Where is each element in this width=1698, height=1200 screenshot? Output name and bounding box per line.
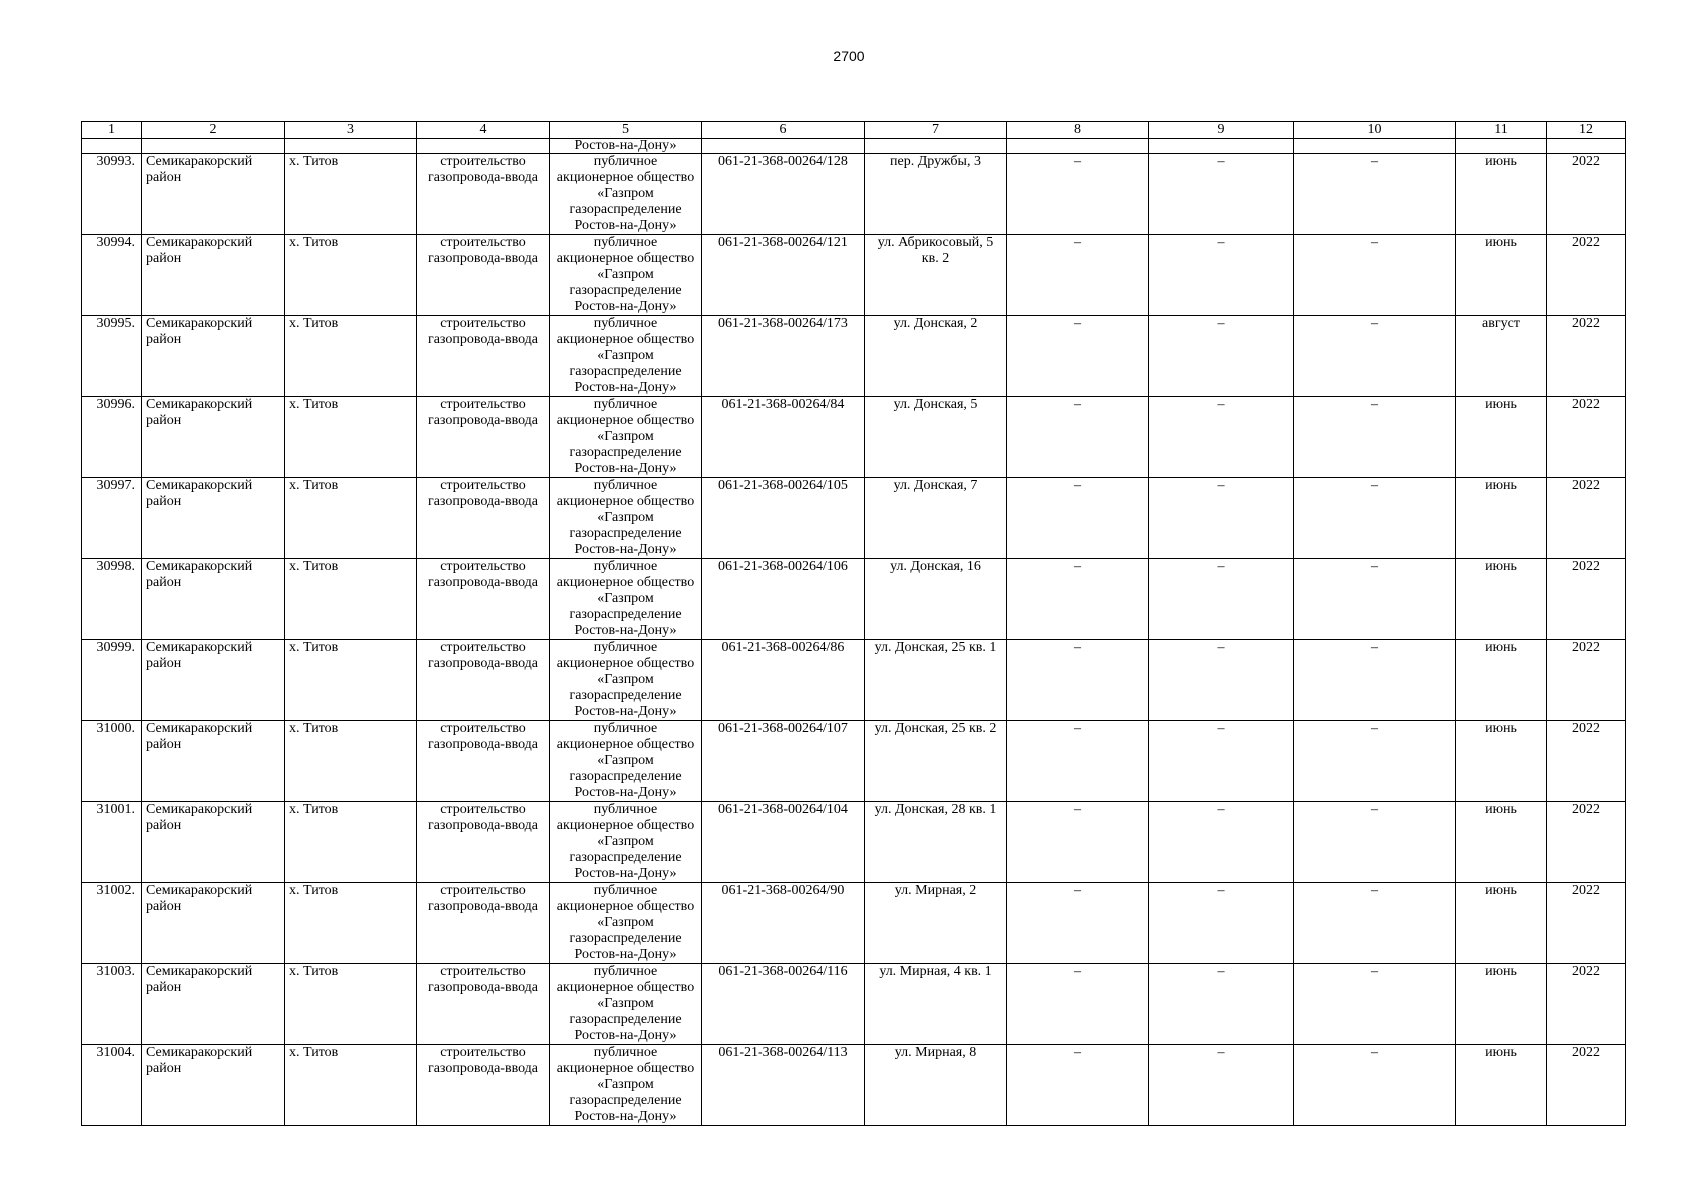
registration-code-cell: 061-21-368-00264/173 bbox=[702, 316, 865, 397]
address-cell: ул. Мирная, 2 bbox=[865, 883, 1007, 964]
address-cell: ул. Донская, 2 bbox=[865, 316, 1007, 397]
registry-table bbox=[81, 121, 1626, 1126]
table-row bbox=[82, 397, 1626, 478]
record-number: 31004. bbox=[82, 1045, 142, 1126]
district-cell: Семикаракорский район bbox=[142, 883, 285, 964]
column-9-cell: – bbox=[1149, 883, 1294, 964]
settlement-cell: х. Титов bbox=[285, 964, 417, 1045]
column-10-cell: – bbox=[1294, 721, 1456, 802]
year-cell: 2022 bbox=[1547, 559, 1626, 640]
column-8-cell: – bbox=[1007, 802, 1149, 883]
address-cell: ул. Донская, 16 bbox=[865, 559, 1007, 640]
table-row bbox=[82, 640, 1626, 721]
year-cell: 2022 bbox=[1547, 883, 1626, 964]
table-row bbox=[82, 883, 1626, 964]
column-10-cell: – bbox=[1294, 154, 1456, 235]
table-row bbox=[82, 316, 1626, 397]
record-number: 31001. bbox=[82, 802, 142, 883]
work-type-cell: строительство газопровода-ввода bbox=[417, 397, 550, 478]
year-cell: 2022 bbox=[1547, 802, 1626, 883]
table-cell bbox=[1547, 139, 1626, 154]
district-cell: Семикаракорский район bbox=[142, 640, 285, 721]
registration-code-cell: 061-21-368-00264/105 bbox=[702, 478, 865, 559]
year-cell: 2022 bbox=[1547, 964, 1626, 1045]
district-cell: Семикаракорский район bbox=[142, 397, 285, 478]
organization-cell: публичное акционерное общество «Газпром газораспределение Ростов-на-Дону» bbox=[550, 802, 702, 883]
address-cell: ул. Донская, 7 bbox=[865, 478, 1007, 559]
registration-code-cell: 061-21-368-00264/128 bbox=[702, 154, 865, 235]
column-10-cell: – bbox=[1294, 964, 1456, 1045]
record-number: 30994. bbox=[82, 235, 142, 316]
table-cell bbox=[1456, 139, 1547, 154]
column-8-cell: – bbox=[1007, 235, 1149, 316]
column-header: 11 bbox=[1456, 122, 1547, 139]
registration-code-cell: 061-21-368-00264/104 bbox=[702, 802, 865, 883]
work-type-cell: строительство газопровода-ввода bbox=[417, 154, 550, 235]
column-10-cell: – bbox=[1294, 478, 1456, 559]
settlement-cell: х. Титов bbox=[285, 883, 417, 964]
column-9-cell: – bbox=[1149, 235, 1294, 316]
organization-cell: публичное акционерное общество «Газпром газораспределение Ростов-на-Дону» bbox=[550, 478, 702, 559]
table-row bbox=[82, 154, 1626, 235]
registration-code-cell: 061-21-368-00264/107 bbox=[702, 721, 865, 802]
record-number: 31003. bbox=[82, 964, 142, 1045]
organization-continuation: Ростов-на-Дону» bbox=[550, 139, 702, 154]
record-number: 30995. bbox=[82, 316, 142, 397]
column-9-cell: – bbox=[1149, 316, 1294, 397]
column-9-cell: – bbox=[1149, 964, 1294, 1045]
column-10-cell: – bbox=[1294, 802, 1456, 883]
column-header: 10 bbox=[1294, 122, 1456, 139]
table-cell bbox=[142, 139, 285, 154]
column-10-cell: – bbox=[1294, 235, 1456, 316]
district-cell: Семикаракорский район bbox=[142, 235, 285, 316]
organization-cell: публичное акционерное общество «Газпром газораспределение Ростов-на-Дону» bbox=[550, 1045, 702, 1126]
column-9-cell: – bbox=[1149, 721, 1294, 802]
work-type-cell: строительство газопровода-ввода bbox=[417, 235, 550, 316]
record-number: 30993. bbox=[82, 154, 142, 235]
column-9-cell: – bbox=[1149, 640, 1294, 721]
column-8-cell: – bbox=[1007, 721, 1149, 802]
settlement-cell: х. Титов bbox=[285, 316, 417, 397]
table-row bbox=[82, 964, 1626, 1045]
column-header: 6 bbox=[702, 122, 865, 139]
column-8-cell: – bbox=[1007, 1045, 1149, 1126]
year-cell: 2022 bbox=[1547, 1045, 1626, 1126]
page-number: 2700 bbox=[833, 48, 865, 64]
registration-code-cell: 061-21-368-00264/121 bbox=[702, 235, 865, 316]
table-cell bbox=[1294, 139, 1456, 154]
column-8-cell: – bbox=[1007, 397, 1149, 478]
organization-cell: публичное акционерное общество «Газпром газораспределение Ростов-на-Дону» bbox=[550, 316, 702, 397]
organization-cell: публичное акционерное общество «Газпром газораспределение Ростов-на-Дону» bbox=[550, 559, 702, 640]
table-cell bbox=[285, 139, 417, 154]
column-8-cell: – bbox=[1007, 640, 1149, 721]
settlement-cell: х. Титов bbox=[285, 802, 417, 883]
column-10-cell: – bbox=[1294, 883, 1456, 964]
column-header: 2 bbox=[142, 122, 285, 139]
column-8-cell: – bbox=[1007, 964, 1149, 1045]
year-cell: 2022 bbox=[1547, 397, 1626, 478]
column-10-cell: – bbox=[1294, 640, 1456, 721]
record-number: 31002. bbox=[82, 883, 142, 964]
month-cell: июнь bbox=[1456, 640, 1547, 721]
district-cell: Семикаракорский район bbox=[142, 721, 285, 802]
year-cell: 2022 bbox=[1547, 154, 1626, 235]
work-type-cell: строительство газопровода-ввода bbox=[417, 721, 550, 802]
district-cell: Семикаракорский район bbox=[142, 478, 285, 559]
month-cell: август bbox=[1456, 316, 1547, 397]
settlement-cell: х. Титов bbox=[285, 154, 417, 235]
column-8-cell: – bbox=[1007, 559, 1149, 640]
column-10-cell: – bbox=[1294, 316, 1456, 397]
address-cell: ул. Донская, 25 кв. 1 bbox=[865, 640, 1007, 721]
column-8-cell: – bbox=[1007, 154, 1149, 235]
address-cell: ул. Абрикосовый, 5 кв. 2 bbox=[865, 235, 1007, 316]
year-cell: 2022 bbox=[1547, 721, 1626, 802]
organization-cell: публичное акционерное общество «Газпром газораспределение Ростов-на-Дону» bbox=[550, 397, 702, 478]
address-cell: ул. Донская, 5 bbox=[865, 397, 1007, 478]
work-type-cell: строительство газопровода-ввода bbox=[417, 316, 550, 397]
work-type-cell: строительство газопровода-ввода bbox=[417, 1045, 550, 1126]
month-cell: июнь bbox=[1456, 721, 1547, 802]
settlement-cell: х. Титов bbox=[285, 559, 417, 640]
registration-code-cell: 061-21-368-00264/116 bbox=[702, 964, 865, 1045]
table-row bbox=[82, 802, 1626, 883]
district-cell: Семикаракорский район bbox=[142, 1045, 285, 1126]
organization-cell: публичное акционерное общество «Газпром газораспределение Ростов-на-Дону» bbox=[550, 964, 702, 1045]
column-9-cell: – bbox=[1149, 559, 1294, 640]
record-number: 30999. bbox=[82, 640, 142, 721]
column-number-header-row bbox=[82, 122, 1626, 139]
table-cell bbox=[865, 139, 1007, 154]
column-8-cell: – bbox=[1007, 883, 1149, 964]
table-cell bbox=[1007, 139, 1149, 154]
settlement-cell: х. Титов bbox=[285, 397, 417, 478]
organization-cell: публичное акционерное общество «Газпром газораспределение Ростов-на-Дону» bbox=[550, 154, 702, 235]
settlement-cell: х. Титов bbox=[285, 640, 417, 721]
registration-code-cell: 061-21-368-00264/106 bbox=[702, 559, 865, 640]
column-10-cell: – bbox=[1294, 397, 1456, 478]
settlement-cell: х. Титов bbox=[285, 721, 417, 802]
column-9-cell: – bbox=[1149, 802, 1294, 883]
registration-code-cell: 061-21-368-00264/86 bbox=[702, 640, 865, 721]
table-row bbox=[82, 721, 1626, 802]
organization-cell: публичное акционерное общество «Газпром газораспределение Ростов-на-Дону» bbox=[550, 721, 702, 802]
month-cell: июнь bbox=[1456, 964, 1547, 1045]
settlement-cell: х. Титов bbox=[285, 1045, 417, 1126]
work-type-cell: строительство газопровода-ввода bbox=[417, 478, 550, 559]
column-header: 1 bbox=[82, 122, 142, 139]
settlement-cell: х. Титов bbox=[285, 478, 417, 559]
table-row bbox=[82, 1045, 1626, 1126]
column-10-cell: – bbox=[1294, 1045, 1456, 1126]
district-cell: Семикаракорский район bbox=[142, 316, 285, 397]
month-cell: июнь bbox=[1456, 397, 1547, 478]
table-cell bbox=[82, 139, 142, 154]
column-9-cell: – bbox=[1149, 397, 1294, 478]
settlement-cell: х. Титов bbox=[285, 235, 417, 316]
table-row bbox=[82, 478, 1626, 559]
record-number: 30997. bbox=[82, 478, 142, 559]
column-header: 3 bbox=[285, 122, 417, 139]
year-cell: 2022 bbox=[1547, 640, 1626, 721]
table-cell bbox=[417, 139, 550, 154]
address-cell: ул. Донская, 28 кв. 1 bbox=[865, 802, 1007, 883]
address-cell: пер. Дружбы, 3 bbox=[865, 154, 1007, 235]
district-cell: Семикаракорский район bbox=[142, 154, 285, 235]
table-row bbox=[82, 559, 1626, 640]
district-cell: Семикаракорский район bbox=[142, 802, 285, 883]
column-header: 7 bbox=[865, 122, 1007, 139]
record-number: 30996. bbox=[82, 397, 142, 478]
column-header: 9 bbox=[1149, 122, 1294, 139]
address-cell: ул. Мирная, 8 bbox=[865, 1045, 1007, 1126]
district-cell: Семикаракорский район bbox=[142, 964, 285, 1045]
table-row bbox=[82, 235, 1626, 316]
month-cell: июнь bbox=[1456, 154, 1547, 235]
year-cell: 2022 bbox=[1547, 316, 1626, 397]
month-cell: июнь bbox=[1456, 559, 1547, 640]
registration-code-cell: 061-21-368-00264/90 bbox=[702, 883, 865, 964]
work-type-cell: строительство газопровода-ввода bbox=[417, 559, 550, 640]
work-type-cell: строительство газопровода-ввода bbox=[417, 883, 550, 964]
column-header: 4 bbox=[417, 122, 550, 139]
column-9-cell: – bbox=[1149, 1045, 1294, 1126]
column-8-cell: – bbox=[1007, 316, 1149, 397]
address-cell: ул. Донская, 25 кв. 2 bbox=[865, 721, 1007, 802]
continuation-row bbox=[82, 139, 1626, 154]
district-cell: Семикаракорский район bbox=[142, 559, 285, 640]
registration-code-cell: 061-21-368-00264/84 bbox=[702, 397, 865, 478]
organization-cell: публичное акционерное общество «Газпром газораспределение Ростов-на-Дону» bbox=[550, 640, 702, 721]
month-cell: июнь bbox=[1456, 883, 1547, 964]
record-number: 31000. bbox=[82, 721, 142, 802]
table-cell bbox=[702, 139, 865, 154]
column-9-cell: – bbox=[1149, 478, 1294, 559]
organization-cell: публичное акционерное общество «Газпром газораспределение Ростов-на-Дону» bbox=[550, 883, 702, 964]
work-type-cell: строительство газопровода-ввода bbox=[417, 802, 550, 883]
address-cell: ул. Мирная, 4 кв. 1 bbox=[865, 964, 1007, 1045]
record-number: 30998. bbox=[82, 559, 142, 640]
year-cell: 2022 bbox=[1547, 235, 1626, 316]
column-header: 8 bbox=[1007, 122, 1149, 139]
work-type-cell: строительство газопровода-ввода bbox=[417, 640, 550, 721]
column-9-cell: – bbox=[1149, 154, 1294, 235]
organization-cell: публичное акционерное общество «Газпром газораспределение Ростов-на-Дону» bbox=[550, 235, 702, 316]
column-header: 12 bbox=[1547, 122, 1626, 139]
table-cell bbox=[1149, 139, 1294, 154]
column-8-cell: – bbox=[1007, 478, 1149, 559]
month-cell: июнь bbox=[1456, 235, 1547, 316]
month-cell: июнь bbox=[1456, 478, 1547, 559]
month-cell: июнь bbox=[1456, 1045, 1547, 1126]
column-header: 5 bbox=[550, 122, 702, 139]
month-cell: июнь bbox=[1456, 802, 1547, 883]
registration-code-cell: 061-21-368-00264/113 bbox=[702, 1045, 865, 1126]
column-10-cell: – bbox=[1294, 559, 1456, 640]
year-cell: 2022 bbox=[1547, 478, 1626, 559]
work-type-cell: строительство газопровода-ввода bbox=[417, 964, 550, 1045]
